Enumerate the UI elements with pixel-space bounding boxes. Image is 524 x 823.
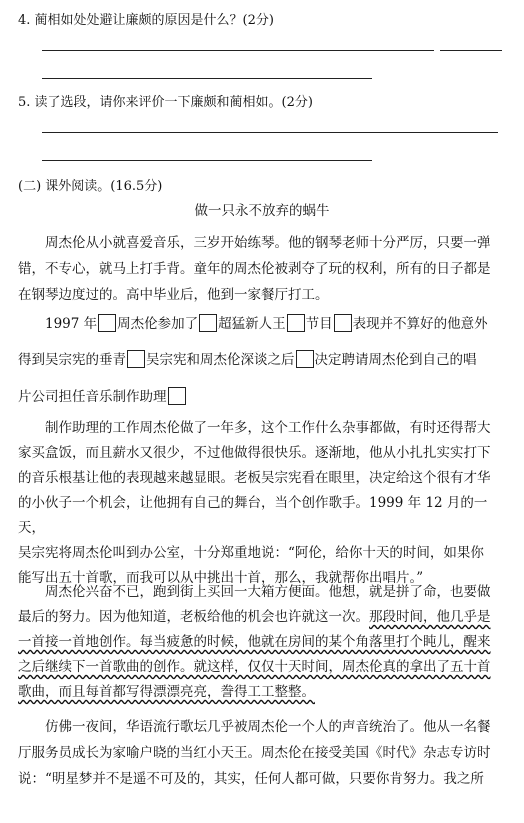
answer-line-q4-1[interactable] [42,50,434,51]
paragraph-3-line: 吴宗宪将周杰伦叫到办公室，十分郑重地说：“阿伦，给你十天的时间，如果你 [18,545,484,561]
paragraph-3-line: 能写出五十首歌，而我可以从中挑出十首，那么，我就帮你出唱片。” [18,570,424,586]
paragraph-1-line: 在钢琴边度过的。高中毕业后，他到一家餐厅打工。 [18,287,329,303]
answer-line-q5-2[interactable] [42,160,372,161]
underlined-sentence: 之后继续下一首歌曲的创作。就这样，仅仅十天时间，周杰伦真的拿出了五十首 [18,659,491,675]
paragraph-3 [18,416,504,591]
paragraph-1-cont [18,256,504,308]
punctuation-box[interactable] [168,387,186,405]
punctuation-box[interactable] [334,314,352,332]
answer-line-q4-3[interactable] [42,78,372,79]
paragraph-1-line: 周杰伦从小就喜爱音乐，三岁开始练琴。他的钢琴老师十分严厉，只要一弹 [45,235,491,251]
paragraph-4 [18,580,504,705]
paragraph-5-line: 厅服务员成长为家喻户晓的当红小天王。周杰伦在接受美国《时代》杂志专访时 [18,745,491,761]
underlined-sentence: 一首接一首地创作。每当疲惫的时候，他就在房间的某个角落里打个盹儿，醒来 [18,634,491,650]
paragraph-4-line: 周杰伦兴奋不已，跑到街上买回一大箱方便面。他想，就是拼了命，也要做 [45,584,491,600]
question-4: 4. 蔺相如处处避让廉颇的原因是什么？(2分) [18,13,274,28]
paragraph-2-line-2: 得到吴宗宪的垂青 吴宗宪和周杰伦深谈之后 决定聘请周杰伦到自己的唱 [18,352,477,368]
punctuation-box[interactable] [127,350,145,368]
answer-line-q5-1[interactable] [42,132,498,133]
punctuation-box[interactable] [98,314,116,332]
paragraph-5-line: 仿佛一夜间，华语流行歌坛几乎被周杰伦一个人的声音统治了。他从一名餐 [45,719,491,735]
paragraph-4-line: 最后的努力。因为他知道，老板给他的机会也许就这一次。那段时间，他几乎是 [18,609,491,625]
punctuation-box[interactable] [296,350,314,368]
paragraph-2-line-1: 1997 年 周杰伦参加了 超猛新人王 节目 表现并不算好的他意外 [45,316,488,332]
underlined-sentence: 歌曲，而且每首都写得漂漂亮亮，誊得工工整整。 [18,684,315,700]
section-heading: (二) 课外阅读。(16.5分) [18,179,163,194]
paragraph-1-line: 错，不专心，就马上打手背。童年的周杰伦被剥夺了玩的权利，所有的日子都是 [18,261,491,277]
paragraph-3-line: 的小伙子一个机会，让他拥有自己的舞台，当个创作歌手。1999 年 12 月的一天， [18,495,488,536]
underlined-sentence: 那段时间，他几乎是 [369,609,491,625]
paragraph-3-line: 的音乐根基让他的表现越来越显眼。老板吴宗宪看在眼里，决定给这个很有才华 [18,470,491,486]
paragraph-5 [18,714,504,792]
punctuation-box[interactable] [199,314,217,332]
paragraph-3-line: 家买盒饭，而且薪水又很少，不过他做得很快乐。逐渐地，他从小扎扎实实打下 [18,445,491,461]
paragraph-5-line: 说：“明星梦并不是遥不可及的，其实，任何人都可做，只要你肯努力。我之所 [18,771,484,787]
paragraph-3-line: 制作助理的工作周杰伦做了一年多，这个工作什么杂事都做，有时还得帮大 [45,420,491,436]
passage-title: 做一只永不放弃的蜗牛 [194,203,330,219]
paragraph-2-line-3: 片公司担任音乐制作助理 [18,385,504,405]
question-5: 5. 读了选段，请你来评价一下廉颇和蔺相如。(2分) [18,95,313,110]
punctuation-box[interactable] [287,314,305,332]
answer-line-q4-2[interactable] [440,50,502,51]
paragraph-1 [18,230,524,256]
